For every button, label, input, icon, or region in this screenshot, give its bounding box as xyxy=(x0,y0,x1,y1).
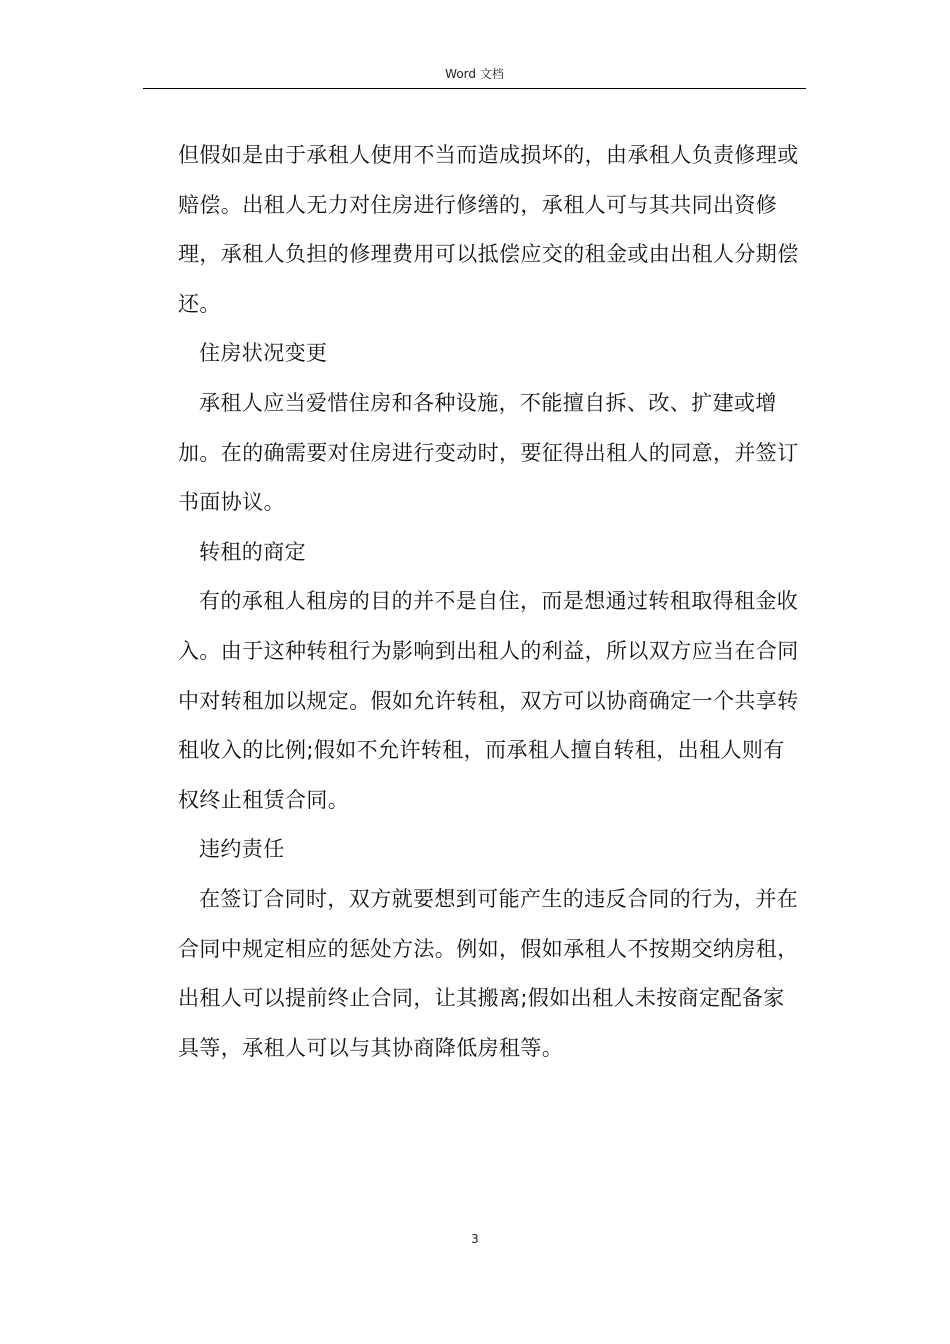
header-divider xyxy=(143,88,806,89)
section-heading-breach-liability: 违约责任 xyxy=(199,837,285,862)
paragraph-repair-liability: 但假如是由于承租人使用不当而造成损坏的，由承租人负责修理或赔偿。出租人无力对住房进行修缮的，承租人可与其共同出资修理，承租人负担的修理费用可以抵偿应交的租金或由出租人分期偿还。 xyxy=(178,143,799,316)
paragraph-breach-liability: 在签订合同时，双方就要想到可能产生的违反合同的行为，并在合同中规定相应的惩处方法。例如，假如承租人不按期交纳房租，出租人可以提前终止合同，让其搬离;假如出租人未按商定配备家具等，承租人可以与其协商降低房租等。 xyxy=(178,886,799,1060)
document-body xyxy=(178,131,806,1073)
section-heading-housing-changes: 住房状况变更 xyxy=(199,341,328,366)
page-number: 3 xyxy=(471,1232,479,1246)
paragraph-housing-changes: 承租人应当爱惜住房和各种设施，不能擅自拆、改、扩建或增加。在的确需要对住房进行变动时，要征得出租人的同意，并签订书面协议。 xyxy=(178,390,799,515)
page-header-title: Word 文档 xyxy=(445,67,504,81)
paragraph-sublease: 有的承租人租房的目的并不是自住，而是想通过转租取得租金收入。由于这种转租行为影响到出租人的利益，所以双方应当在合同中对转租加以规定。假如允许转租，双方可以协商确定一个共享转租收入的比例;假如不允许转租，而承租人擅自转租，出租人则有权终止租赁合同。 xyxy=(178,589,799,812)
section-heading-sublease: 转租的商定 xyxy=(199,539,306,564)
